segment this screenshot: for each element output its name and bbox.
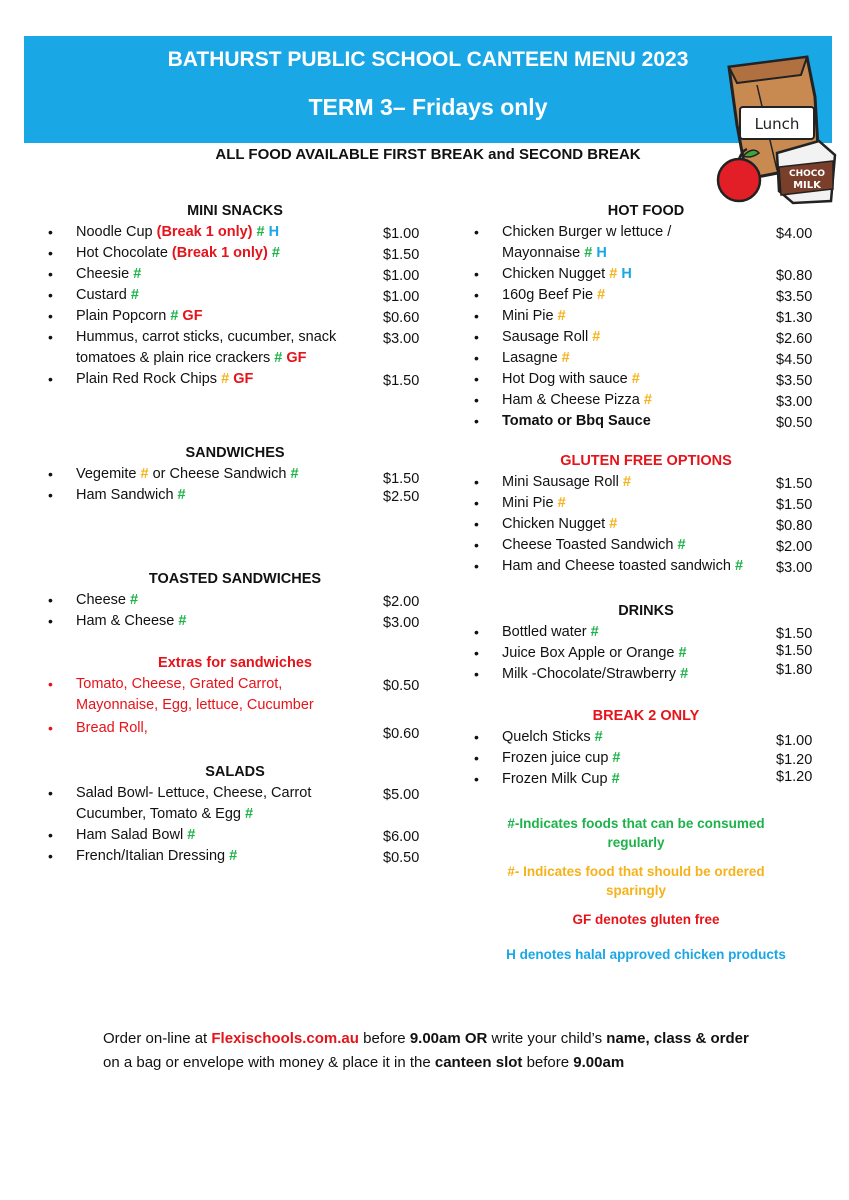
page-title: BATHURST PUBLIC SCHOOL CANTEEN MENU 2023 bbox=[167, 48, 689, 71]
menu-item: • Lasagne # $4.50 bbox=[474, 350, 813, 368]
menu-item: • Noodle Cup (Break 1 only) # H $1.00 bbox=[48, 224, 420, 242]
section-title-toasted: TOASTED SANDWICHES bbox=[148, 571, 322, 587]
availability-note: ALL FOOD AVAILABLE FIRST BREAK and SECOND BREAK bbox=[215, 146, 641, 163]
menu-item: • Ham Sandwich # $2.50 bbox=[48, 487, 420, 505]
right-column bbox=[466, 200, 826, 974]
menu-item: • Custard # $1.00 bbox=[48, 287, 420, 305]
legend-regular: #-Indicates foods that can be consumed regularly bbox=[507, 816, 765, 850]
section-title-break2: BREAK 2 ONLY bbox=[592, 708, 700, 724]
left-column bbox=[40, 200, 430, 867]
menu-item: • Tomato, Cheese, Grated Carrot, Mayonnaise, Egg, lettuce, Cucumber $0.50 bbox=[48, 676, 420, 713]
menu-item: • Frozen Milk Cup # $1.20 bbox=[474, 769, 813, 787]
menu-item: • Tomato or Bbq Sauce $0.50 bbox=[474, 413, 813, 431]
legend-sparingly: #- Indicates food that should be ordered sparingly bbox=[507, 864, 765, 898]
menu-item: • Cheese Toasted Sandwich # $2.00 bbox=[474, 537, 813, 555]
menu-item: • Sausage Roll # $2.60 bbox=[474, 329, 813, 347]
section-title-gluten-free: GLUTEN FREE OPTIONS bbox=[560, 453, 732, 469]
menu-item: • Mini Pie # $1.50 bbox=[474, 495, 813, 513]
menu-item: • Chicken Burger w lettuce / Mayonnaise # H $4.00 bbox=[474, 224, 813, 261]
term-subtitle: TERM 3– Fridays only bbox=[308, 94, 548, 120]
svg-text:MILK: MILK bbox=[793, 180, 821, 191]
section-title-drinks: DRINKS bbox=[618, 603, 674, 619]
menu-item: • Hot Chocolate (Break 1 only) # $1.50 bbox=[48, 245, 420, 263]
section-title-mini-snacks: MINI SNACKS bbox=[187, 203, 283, 219]
menu-item: • Vegemite # or Cheese Sandwich # $1.50 bbox=[48, 466, 420, 487]
section-title-hot-food: HOT FOOD bbox=[607, 203, 685, 219]
flexischools-link[interactable]: Flexischools.com.au bbox=[211, 1030, 359, 1047]
menu-item: • Juice Box Apple or Orange # $1.50 bbox=[474, 643, 813, 661]
svg-text:CHOCO: CHOCO bbox=[788, 169, 826, 179]
menu-item: • Cheesie # $1.00 bbox=[48, 266, 420, 284]
legend-gluten-free: GF denotes gluten free bbox=[572, 912, 720, 927]
menu-item: • Hummus, carrot sticks, cucumber, snack tomatoes & plain rice crackers # GF $3.00 bbox=[48, 329, 420, 366]
menu-item: • French/Italian Dressing # $0.50 bbox=[48, 848, 420, 866]
section-title-sandwiches: SANDWICHES bbox=[185, 445, 285, 461]
menu-item: • Cheese # $2.00 bbox=[48, 592, 420, 610]
menu-item: • Ham & Cheese # $3.00 bbox=[48, 613, 420, 631]
section-title-salads: SALADS bbox=[205, 764, 265, 780]
menu-item: • 160g Beef Pie # $3.50 bbox=[474, 287, 813, 305]
section-title-extras: Extras for sandwiches bbox=[158, 655, 312, 671]
menu-item: • Quelch Sticks # $1.00 bbox=[474, 729, 813, 749]
menu-item: • Ham and Cheese toasted sandwich # $3.00 bbox=[474, 558, 813, 576]
lunch-label: Lunch bbox=[754, 115, 800, 133]
menu-item: • Frozen juice cup # $1.20 bbox=[474, 750, 813, 768]
menu-item: • Bottled water # $1.50 bbox=[474, 624, 813, 642]
menu-item: • Ham Salad Bowl # $6.00 bbox=[48, 827, 420, 845]
menu-item: • Ham & Cheese Pizza # $3.00 bbox=[474, 392, 813, 410]
menu-item: • Mini Sausage Roll # $1.50 bbox=[474, 474, 813, 492]
legend-halal: H denotes halal approved chicken products bbox=[506, 947, 786, 962]
lunch-bag-illustration bbox=[707, 55, 839, 205]
menu-item: • Salad Bowl- Lettuce, Cheese, Carrot Cucumber, Tomato & Egg # $5.00 bbox=[48, 785, 420, 822]
menu-item: • Chicken Nugget # $0.80 bbox=[474, 516, 813, 534]
menu-item: • Mini Pie # $1.30 bbox=[474, 308, 813, 326]
menu-item: • Plain Red Rock Chips # GF $1.50 bbox=[48, 371, 420, 389]
menu-item: • Hot Dog with sauce # $3.50 bbox=[474, 371, 813, 389]
ordering-instructions: Order on-line at Flexischools.com.au before 9.00am OR write your child’s name, class & order on a bag or envelope with money & place it in the canteen slot before 9.00am bbox=[103, 1030, 749, 1071]
menu-item: • Plain Popcorn # GF $0.60 bbox=[48, 308, 420, 326]
menu-item: • Milk -Chocolate/Strawberry # $1.80 bbox=[474, 662, 813, 682]
menu-item: • Bread Roll, $0.60 bbox=[48, 720, 420, 742]
menu-item: • Chicken Nugget # H $0.80 bbox=[474, 266, 813, 284]
